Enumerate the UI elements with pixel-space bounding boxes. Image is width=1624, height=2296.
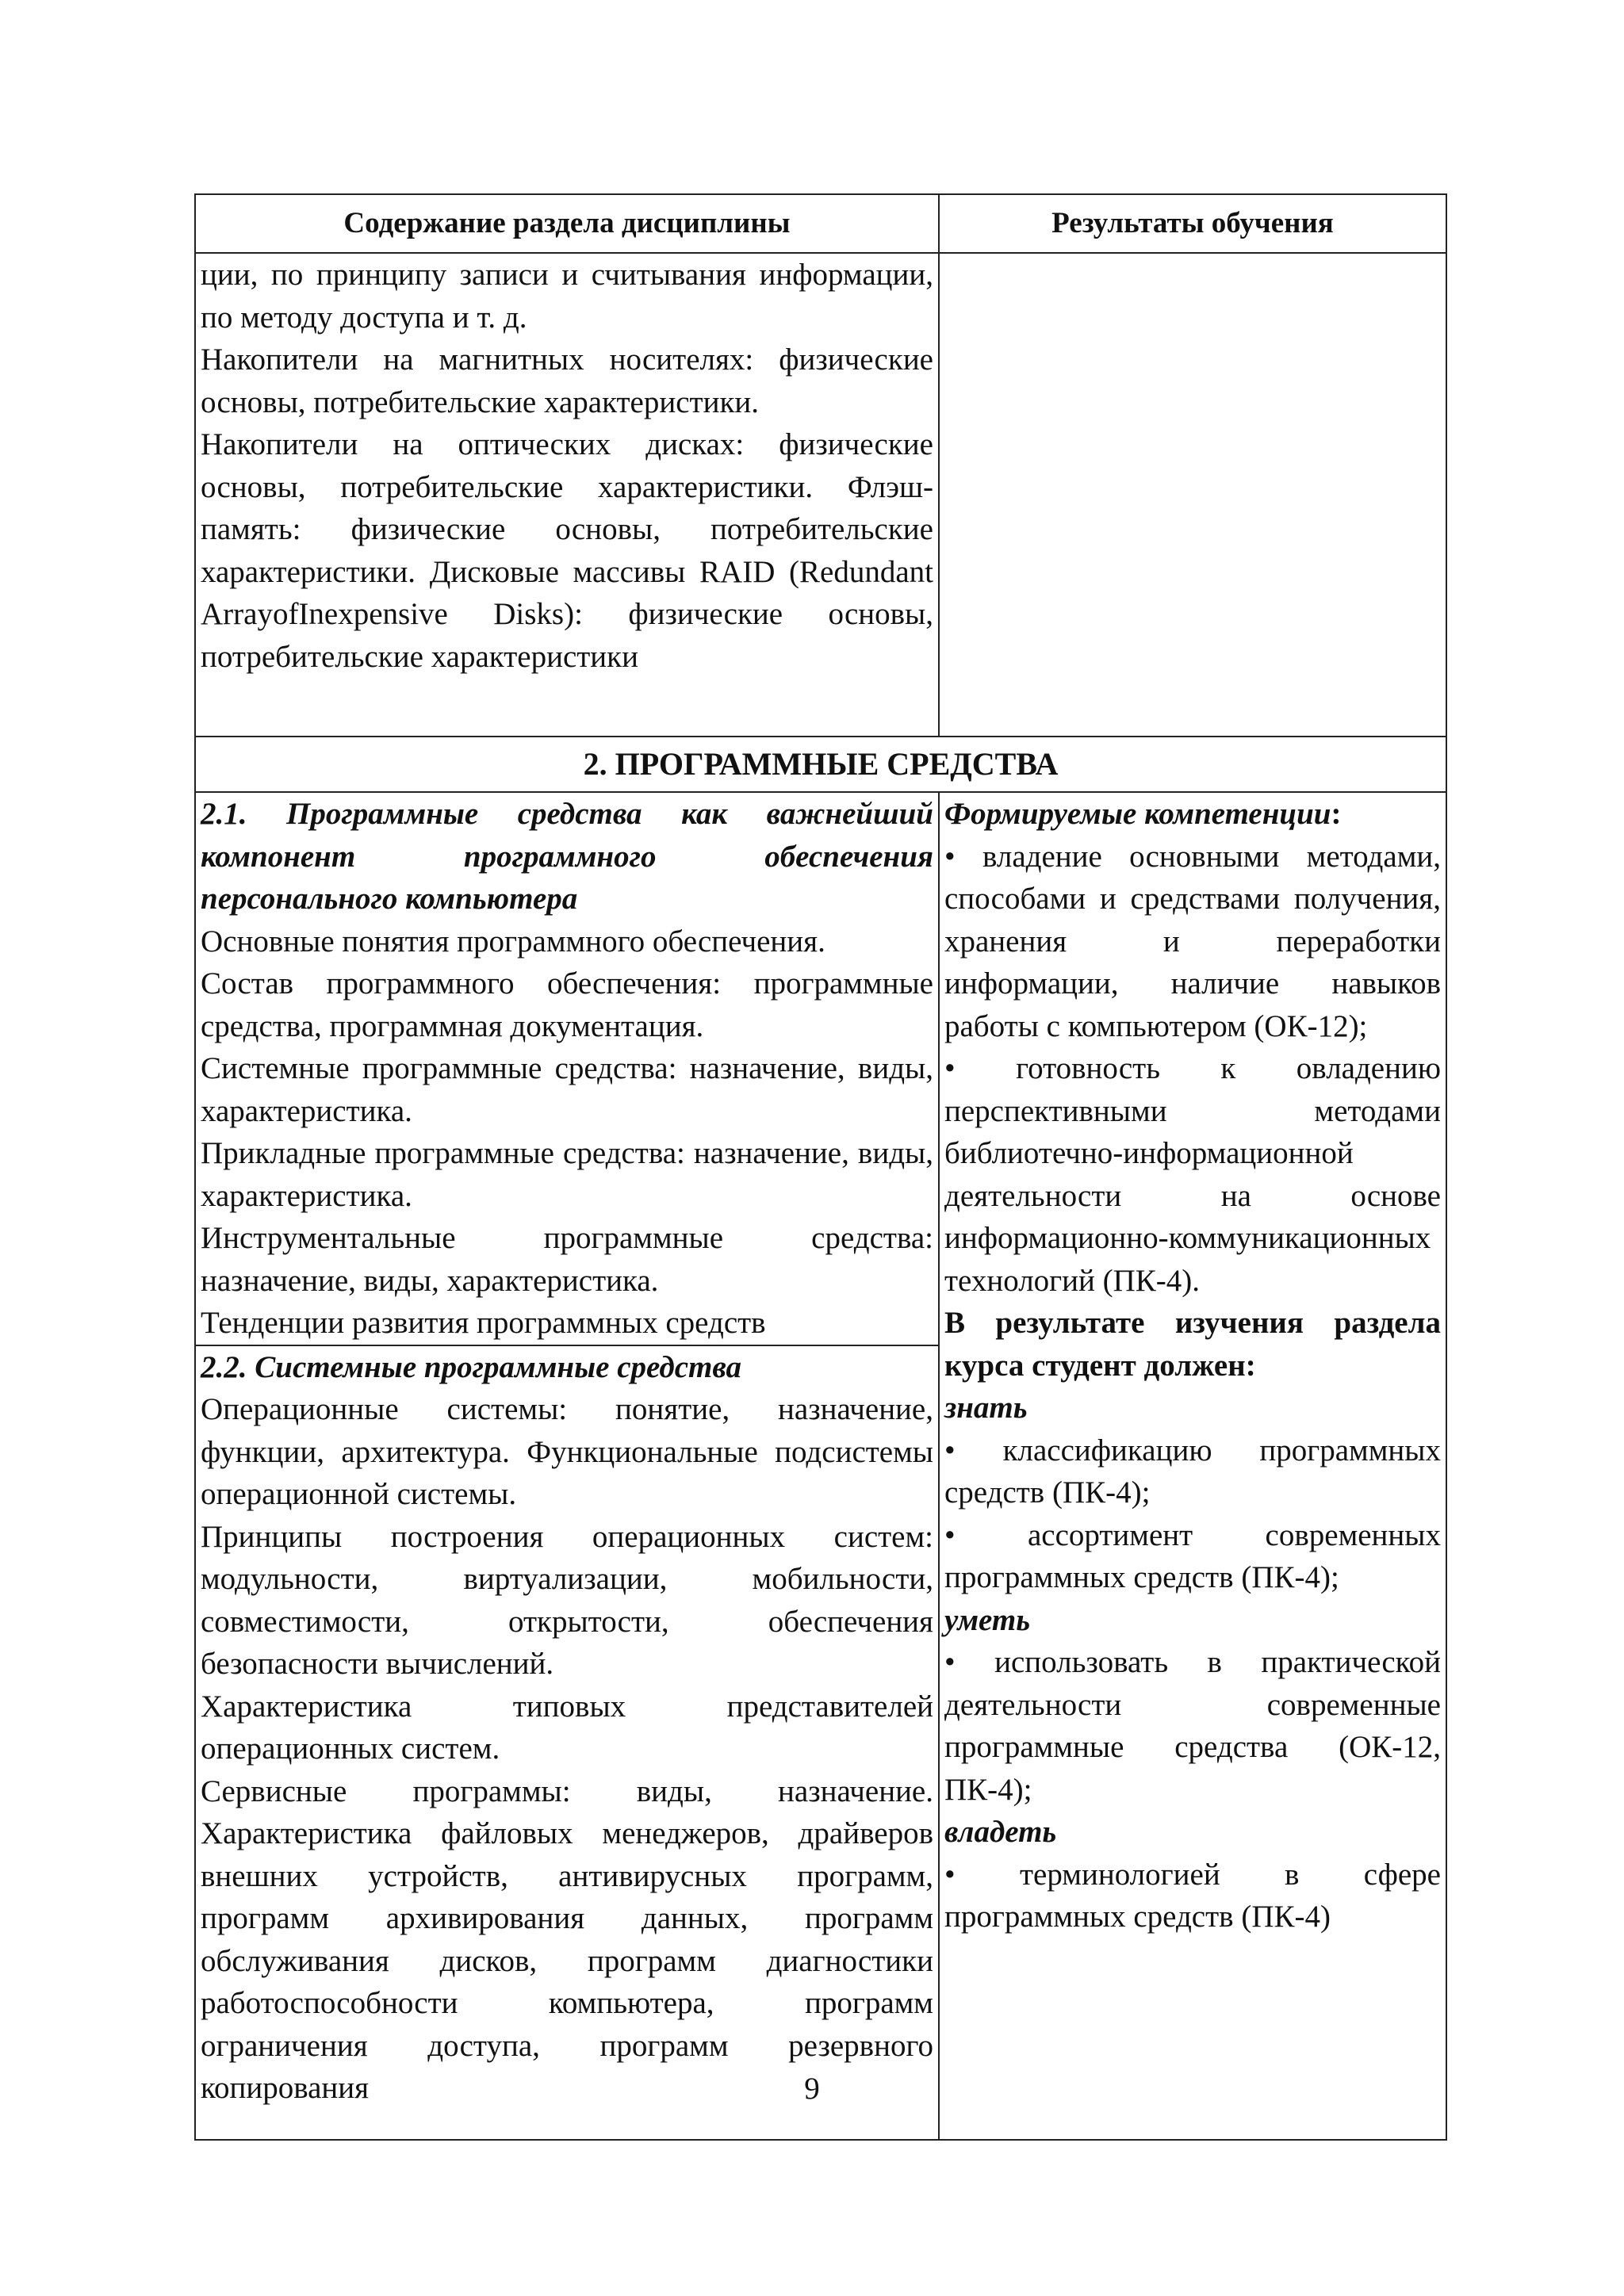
know-label: знать (944, 1391, 1028, 1425)
continuation-results-cell (939, 253, 1446, 737)
continuation-row (195, 253, 1446, 737)
subsection-1-paragraph: Прикладные программные средства: назначение, виды, характеристика. (201, 1136, 933, 1213)
can-label: уметь (944, 1602, 1031, 1637)
subsection-2-paragraph: Операционные системы: понятие, назначение, функции, архитектура. Функциональные подсистемы операционной системы. (201, 1392, 933, 1511)
result-heading: В результате изучения раздела курса студент должен: (944, 1306, 1441, 1383)
subsection-1-paragraph: Инструментальные программные средства: назначение, виды, характеристика. (201, 1221, 933, 1298)
subsection-2-paragraph: Принципы построения операционных систем: модульности, виртуализации, мобильности, совместимости, открытости, обеспечения безопасности вычислений. (201, 1519, 933, 1681)
results-cell (939, 792, 1446, 2140)
subsection-2-paragraph: Характеристика типовых представителей операционных систем. (201, 1689, 933, 1766)
know-item: • ассортимент современных программных средств (ПК-4); (944, 1517, 1441, 1594)
competencies-heading (944, 793, 1441, 836)
table-header-row (195, 194, 1446, 253)
subsection-1-cell (195, 792, 939, 1345)
subsection-1-row (195, 792, 1446, 1345)
continuation-paragraph: Накопители на оптических дисках: физические основы, потребительские характеристики. Флэш-память: физические основы, потребительские характеристики. Дисковые массивы RAID (Redundant ArrayofInexpensive Disks): физические основы, потребительские характеристики (201, 427, 933, 674)
subsection-1-paragraph: Состав программного обеспечения: программные средства, программная документация. (201, 966, 933, 1043)
subsection-1-paragraph: Основные понятия программного обеспечения. (201, 924, 825, 959)
section-row (195, 737, 1446, 792)
subsection-1-title: 2.1. Программные средства как важнейший компонент программного обеспечения персонального компьютера (201, 797, 933, 916)
know-item: • классификацию программных средств (ПК-4); (944, 1433, 1441, 1510)
section-title: 2. ПРОГРАММНЫЕ СРЕДСТВА (195, 737, 1446, 792)
subsection-2-cell (195, 1345, 939, 2140)
continuation-paragraph: Накопители на магнитных носителях: физические основы, потребительские характеристики. (201, 342, 933, 419)
competency-item: • владение основными методами, способами и средствами получения, хранения и переработки информации, наличие навыков работы с компьютером (ОК-12); (944, 839, 1441, 1043)
own-item: • терминологией в сфере программных средств (ПК-4) (944, 1857, 1441, 1934)
competencies-heading-colon: : (1331, 797, 1342, 831)
curriculum-table (194, 193, 1447, 2141)
header-content-column: Содержание раздела дисциплины (195, 194, 939, 253)
own-label: владеть (944, 1815, 1057, 1849)
page-number: 9 (804, 2072, 820, 2106)
continuation-content-cell (195, 253, 939, 737)
subsection-1-paragraph: Системные программные средства: назначение, виды, характеристика. (201, 1051, 933, 1128)
header-results-column: Результаты обучения (939, 194, 1446, 253)
competencies-heading-text: Формируемые компетенции (944, 797, 1331, 831)
competency-item: • готовность к овладению перспективными методами библиотечно-информационной деятельности на основе информационно-коммуникационных технологий (ПК-4). (944, 1051, 1441, 1298)
can-item: • использовать в практической деятельности современные программные средства (ОК-12, ПК-4); (944, 1645, 1441, 1807)
subsection-1-paragraph: Тенденции развития программных средств (201, 1306, 766, 1340)
subsection-2-title: 2.2. Системные программные средства (201, 1349, 742, 1384)
subsection-2-paragraph: Сервисные программы: виды, назначение. Характеристика файловых менеджеров, драйверов внешних устройств, антивирусных программ, программ архивирования данных, программ обслуживания дисков, программ диагностики работоспособности компьютера, программ ограничения доступа, программ резервного копирования (201, 1774, 933, 2105)
continuation-paragraph: ции, по принципу записи и считывания информации, по методу доступа и т. д. (201, 258, 933, 335)
